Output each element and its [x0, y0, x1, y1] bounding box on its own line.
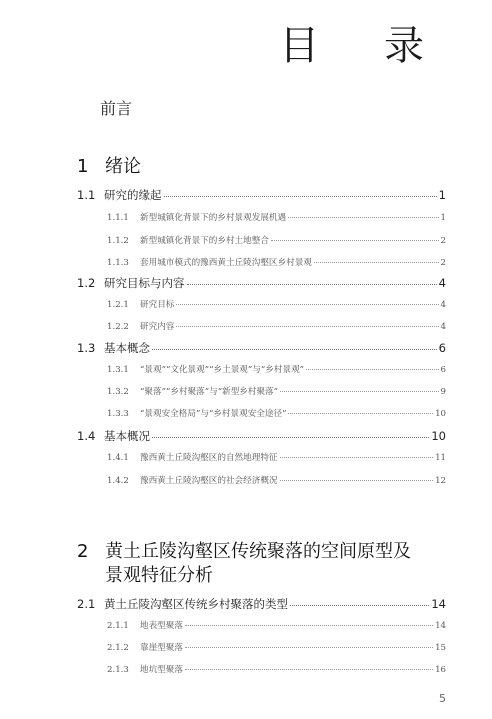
- leader-dots: [187, 284, 437, 285]
- subsection-page: 12: [435, 476, 446, 486]
- subsection-title: 套用城市模式的豫西黄土丘陵沟壑区乡村景观: [140, 258, 312, 268]
- subsection-page: 4: [440, 322, 446, 332]
- chapter-title-line-1: 黄土丘陵沟壑区传统聚落的空间原型及: [105, 541, 411, 562]
- toc-subsection-2-1-1[interactable]: [107, 619, 446, 631]
- toc-section-1-3[interactable]: [77, 340, 446, 356]
- chapter-title-line-2: 景观特征分析: [105, 565, 213, 586]
- leader-dots: [280, 457, 434, 458]
- subsection-title: 豫西黄土丘陵沟壑区的自然地理特征: [140, 453, 278, 463]
- section-page: 6: [438, 341, 446, 355]
- leader-dots: [280, 391, 438, 392]
- leader-dots: [164, 196, 437, 197]
- subsection-title: “聚落”“乡村聚落”与“新型乡村聚落”: [140, 387, 279, 397]
- toc-subsection-1-3-1[interactable]: [107, 363, 446, 375]
- toc-subsection-1-1-2[interactable]: [107, 234, 446, 246]
- toc-section-1-4[interactable]: [77, 428, 446, 444]
- leader-dots: [314, 262, 439, 263]
- toc-subsection-1-4-1[interactable]: [107, 451, 446, 463]
- subsection-title: 研究内容: [140, 322, 175, 332]
- section-number: 1.1: [77, 188, 96, 202]
- page-number: 5: [439, 692, 446, 705]
- subsection-page: 16: [435, 665, 446, 675]
- leader-dots: [185, 669, 433, 670]
- subsection-title: 地表型聚落: [140, 621, 183, 631]
- subsection-number: 1.3.2: [107, 387, 129, 397]
- subsection-number: 1.3.1: [107, 365, 129, 375]
- leader-dots: [152, 437, 429, 438]
- leader-dots: [271, 240, 439, 241]
- chapter-number: 2: [77, 541, 89, 562]
- subsection-page: 15: [435, 643, 446, 653]
- toc-chapter-1[interactable]: [77, 152, 141, 178]
- toc-section-1-2[interactable]: [77, 275, 446, 291]
- subsection-number: 1.4.2: [107, 476, 129, 486]
- toc-subsection-2-1-3[interactable]: [107, 663, 446, 675]
- toc-subsection-1-4-2[interactable]: [107, 474, 446, 486]
- subsection-page: 2: [440, 258, 446, 268]
- subsection-title: 地坑型聚落: [140, 665, 183, 675]
- section-title: 研究的缘起: [104, 188, 162, 202]
- toc-subsection-1-1-1[interactable]: [107, 211, 446, 223]
- chapter-title: 绪论: [105, 156, 141, 177]
- subsection-title: “景观”“文化景观”“乡土景观”与“乡村景观”: [140, 365, 305, 375]
- subsection-title: 豫西黄土丘陵沟壑区的社会经济概况: [140, 476, 278, 486]
- subsection-title: “景观安全格局”与“乡村景观安全途径”: [140, 409, 287, 419]
- section-number: 1.2: [77, 276, 96, 290]
- toc-preface[interactable]: 前言: [100, 99, 133, 118]
- section-page: 4: [438, 276, 446, 290]
- leader-dots: [176, 326, 438, 327]
- section-page: 1: [438, 188, 446, 202]
- subsection-page: 1: [440, 213, 446, 223]
- toc-subsection-1-2-1[interactable]: [107, 298, 446, 310]
- subsection-number: 1.3.3: [107, 409, 129, 419]
- leader-dots: [306, 369, 438, 370]
- toc-section-2-1[interactable]: [77, 596, 446, 612]
- subsection-title: 新型城镇化背景下的乡村景观发展机遇: [140, 213, 287, 223]
- page-title: 目 录: [279, 23, 450, 69]
- section-number: 1.3: [77, 341, 96, 355]
- toc-subsection-1-3-2[interactable]: [107, 385, 446, 397]
- subsection-number: 1.1.1: [107, 213, 129, 223]
- leader-dots: [185, 625, 433, 626]
- subsection-number: 2.1.1: [107, 621, 129, 631]
- toc-section-1-1[interactable]: [77, 187, 446, 203]
- section-page: 14: [431, 597, 446, 611]
- subsection-page: 9: [440, 387, 446, 397]
- section-title: 基本概况: [104, 429, 150, 443]
- section-number: 1.4: [77, 429, 96, 443]
- chapter-number: 1: [77, 156, 89, 177]
- subsection-page: 11: [435, 453, 446, 463]
- subsection-page: 4: [440, 300, 446, 310]
- subsection-page: 2: [440, 236, 446, 246]
- subsection-page: 6: [440, 365, 446, 375]
- toc-subsection-1-2-2[interactable]: [107, 320, 446, 332]
- subsection-title: 新型城镇化背景下的乡村土地整合: [140, 236, 269, 246]
- subsection-page: 10: [435, 409, 446, 419]
- leader-dots: [288, 413, 433, 414]
- subsection-number: 1.1.2: [107, 236, 129, 246]
- subsection-number: 1.1.3: [107, 258, 129, 268]
- toc-subsection-2-1-2[interactable]: [107, 641, 446, 653]
- leader-dots: [280, 480, 434, 481]
- section-title: 基本概念: [104, 341, 150, 355]
- subsection-number: 1.4.1: [107, 453, 129, 463]
- leader-dots: [185, 647, 433, 648]
- toc-chapter-2[interactable]: [77, 537, 411, 586]
- subsection-title: 研究目标: [140, 300, 175, 310]
- subsection-page: 14: [435, 621, 446, 631]
- subsection-number: 1.2.1: [107, 300, 129, 310]
- leader-dots: [290, 605, 429, 606]
- leader-dots: [152, 349, 437, 350]
- subsection-number: 2.1.2: [107, 643, 129, 653]
- section-page: 10: [431, 429, 446, 443]
- section-title: 研究目标与内容: [104, 276, 185, 290]
- leader-dots: [288, 217, 438, 218]
- section-title: 黄土丘陵沟壑区传统乡村聚落的类型: [104, 597, 288, 611]
- subsection-title: 靠崖型聚落: [140, 643, 183, 653]
- toc-subsection-1-1-3[interactable]: [107, 256, 446, 268]
- section-number: 2.1: [77, 597, 96, 611]
- toc-subsection-1-3-3[interactable]: [107, 407, 446, 419]
- subsection-number: 2.1.3: [107, 665, 129, 675]
- subsection-number: 1.2.2: [107, 322, 129, 332]
- leader-dots: [176, 304, 438, 305]
